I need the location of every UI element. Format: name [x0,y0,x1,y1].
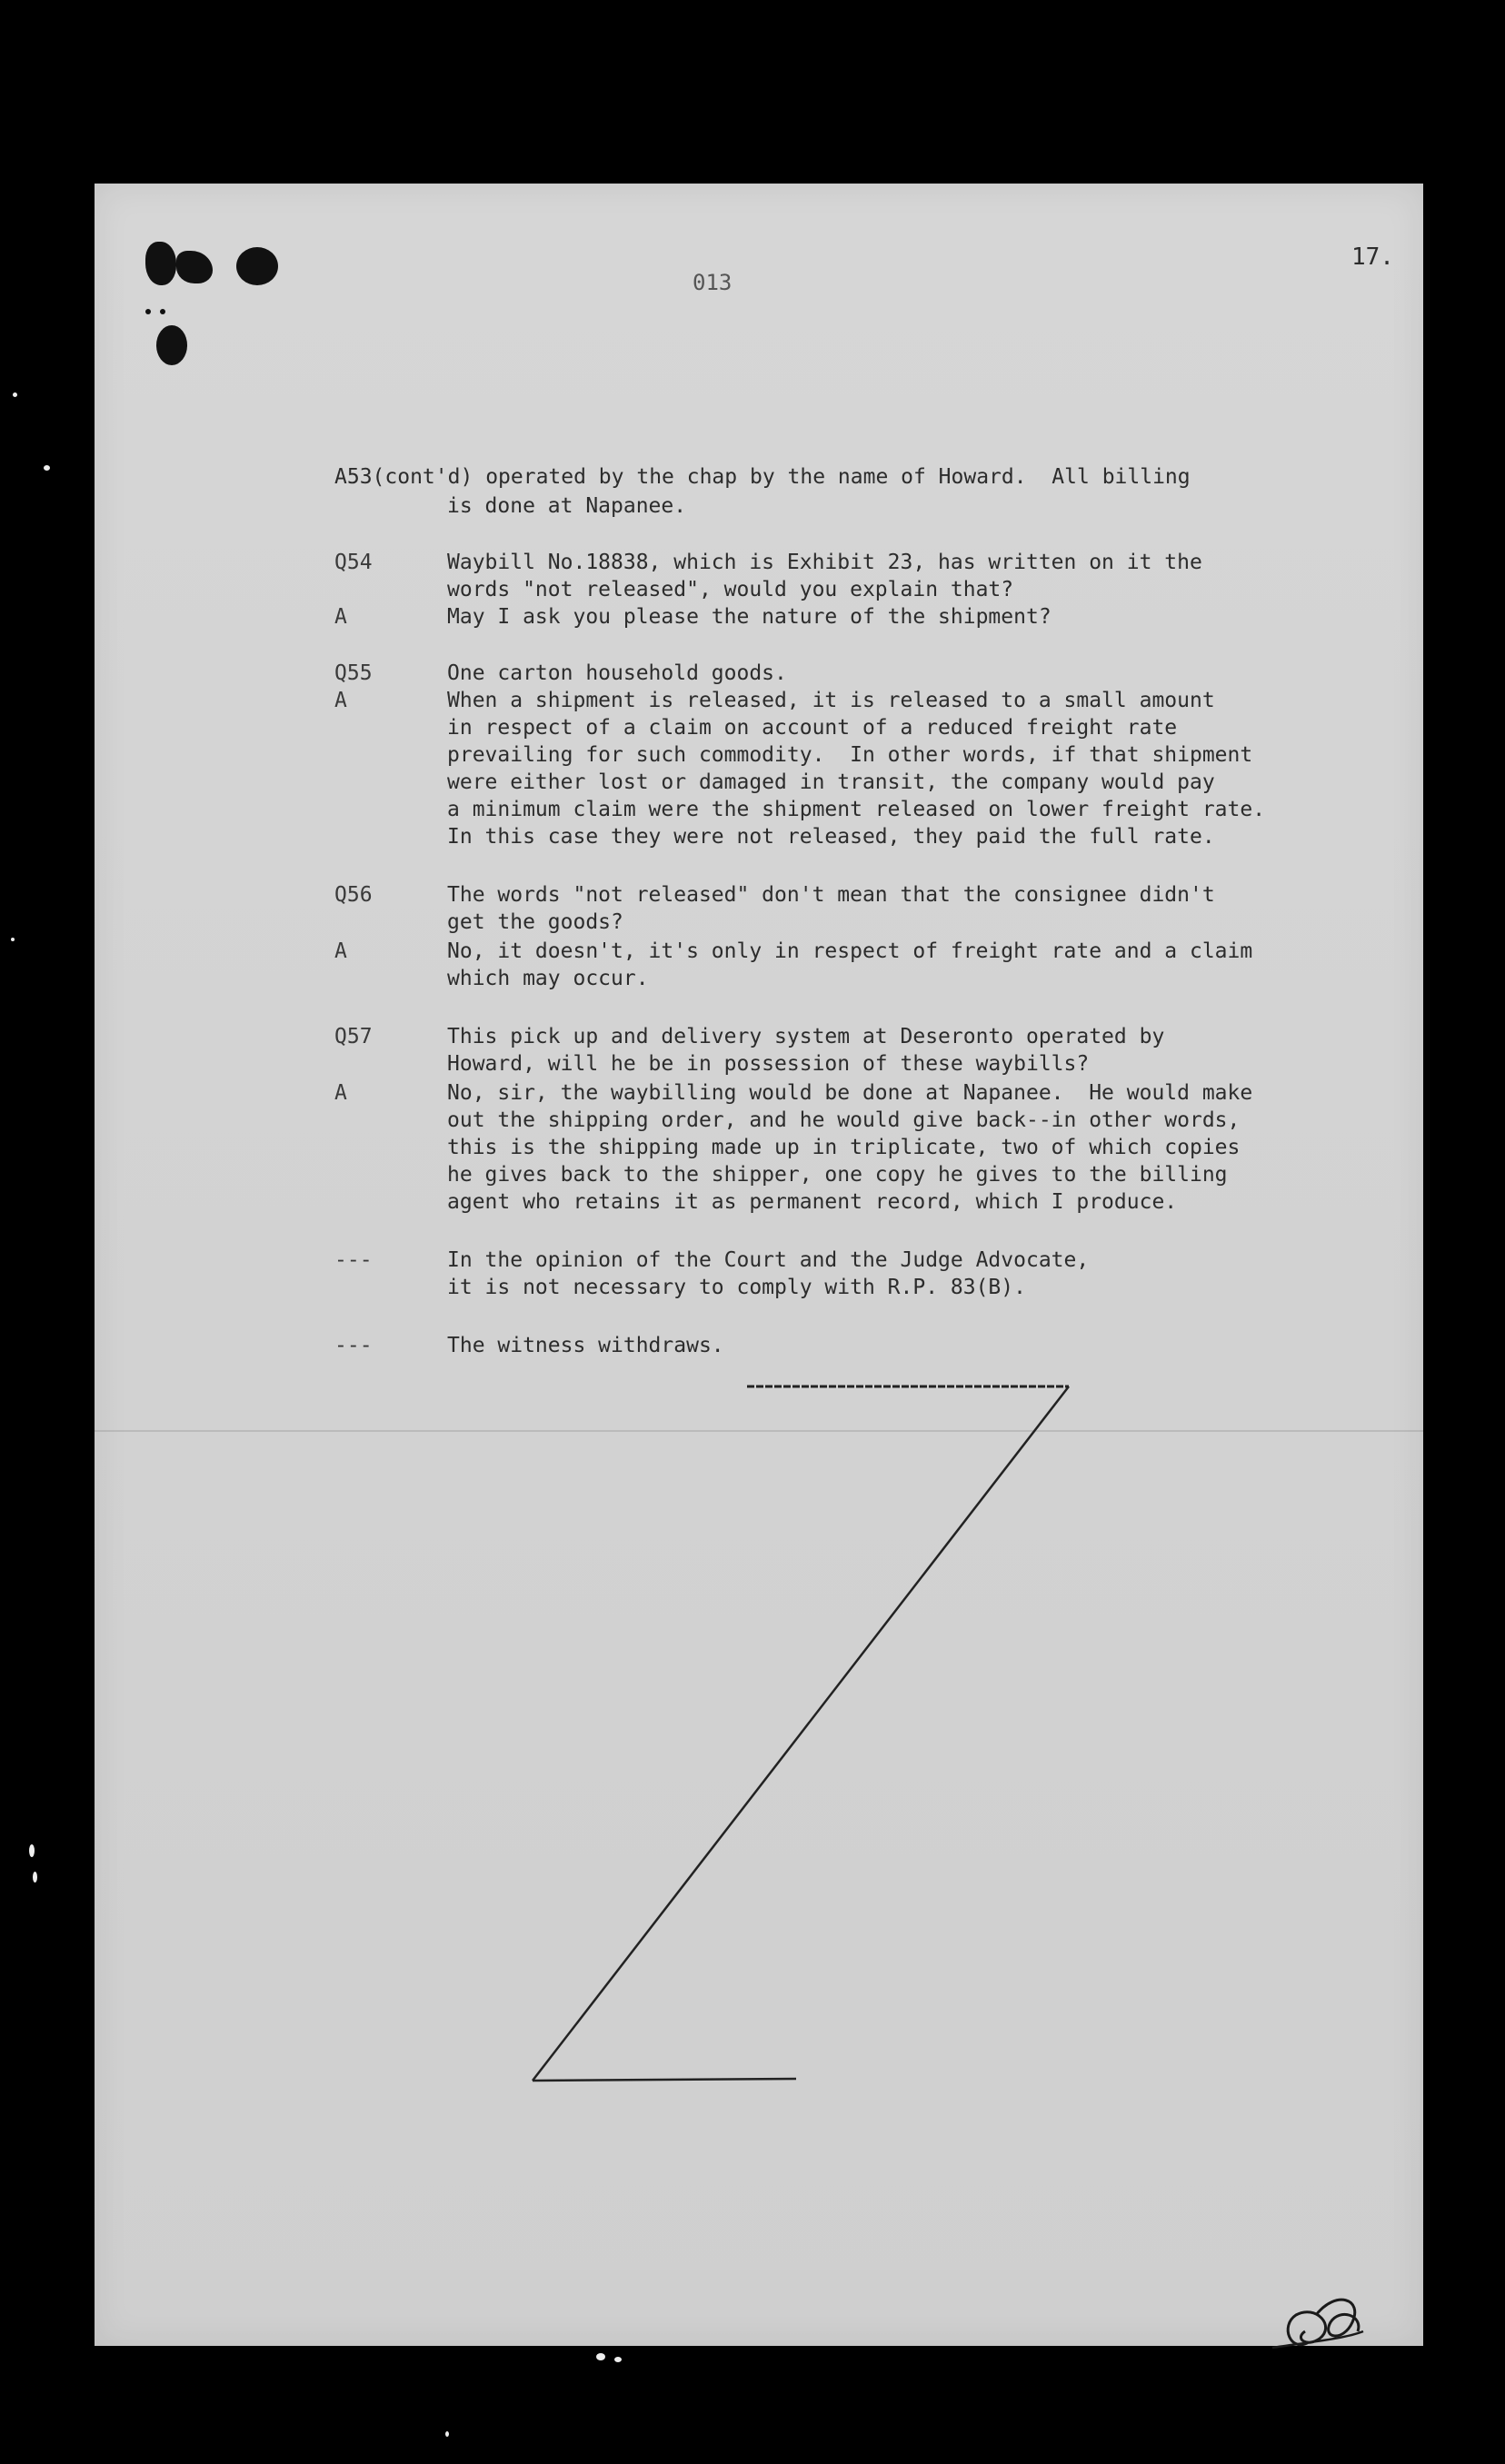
entry-text-line: No, it doesn't, it's only in respect of freight rate and a claim [447,939,1253,963]
entry-label: A [334,605,347,629]
entry-text-line: The words "not released" don't mean that the consignee didn't [447,883,1215,907]
entry-text-line: No, sir, the waybilling would be done at Napanee. He would make [447,1081,1253,1105]
entry-label: A [334,689,347,712]
entry-text-line: agent who retains it as permanent record, which I produce. [447,1190,1178,1214]
entry-text-line: prevailing for such commodity. In other words, if that shipment [447,743,1253,767]
entry-text-line: which may occur. [447,967,649,990]
entry-label: Q54 [334,551,373,574]
entry-label: Q57 [334,1025,373,1048]
entry-text-line: In the opinion of the Court and the Judge Advocate, [447,1248,1090,1272]
entry-text-line: get the goods? [447,910,623,934]
entry-text-line: he gives back to the shipper, one copy he gives to the billing [447,1163,1228,1187]
entry-label: A [334,1081,347,1105]
entry-text-line: a minimum claim were the shipment released on lower freight rate. [447,798,1266,821]
entry-text-line: were either lost or damaged in transit, the company would pay [447,770,1215,794]
page-number: 17. [1351,243,1394,271]
entry-text-line: The witness withdraws. [447,1334,724,1357]
entry-text-line: In this case they were not released, they paid the full rate. [447,825,1215,849]
continuation-line-2: is done at Napanee. [447,494,687,518]
z-mark-diagonal-line [533,1386,1069,2081]
entry-text-line: This pick up and delivery system at Deseronto operated by [447,1025,1165,1048]
entry-text-line: Howard, will he be in possession of these waybills? [447,1052,1090,1076]
entry-text-line: out the shipping order, and he would give back--in other words, [447,1108,1241,1132]
continuation-text: operated by the chap by the name of Howard. All billing [485,465,1191,489]
entry-label: --- [334,1334,373,1357]
entry-text-line: it is not necessary to comply with R.P. 83(B). [447,1276,1026,1299]
entry-label: A [334,939,347,963]
entry-text-line: Waybill No.18838, which is Exhibit 23, has written on it the [447,551,1202,574]
entry-label: --- [334,1248,373,1272]
document-id: 013 [693,270,733,295]
entry-label: Q56 [334,883,373,907]
entry-text-line: One carton household goods. [447,661,787,685]
entry-text-line: this is the shipping made up in triplicate, two of which copies [447,1136,1241,1159]
entry-label: Q55 [334,661,373,685]
initials-signature [1272,2300,1363,2348]
entry-text-line: in respect of a claim on account of a reduced freight rate [447,716,1178,740]
entry-text-line: words "not released", would you explain that? [447,578,1014,601]
continuation-label: A53(cont'd) [334,465,473,489]
entry-text-line: May I ask you please the nature of the shipment? [447,605,1052,629]
z-mark-bottom-line [533,2079,796,2081]
entry-text-line: When a shipment is released, it is released to a small amount [447,689,1215,712]
